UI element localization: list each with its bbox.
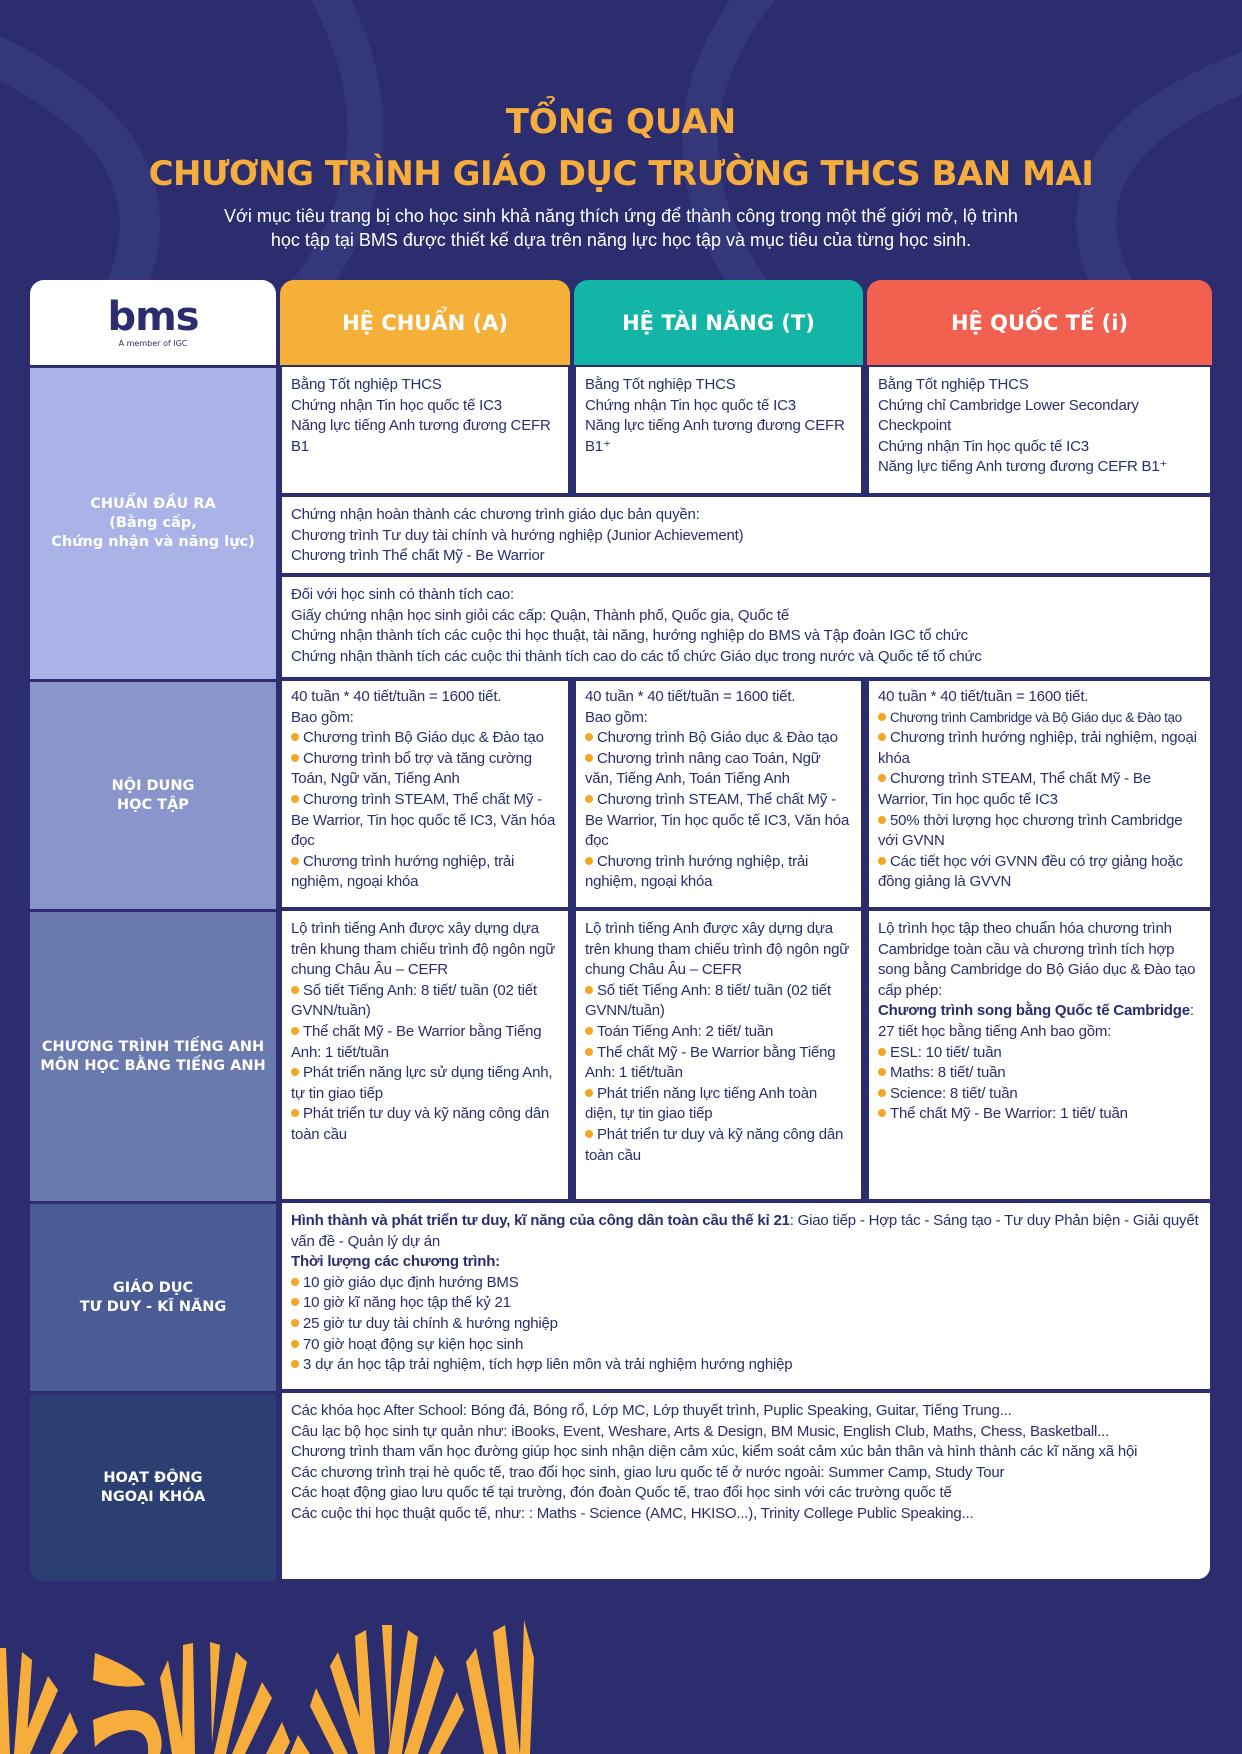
bullet-dot-icon: [878, 857, 886, 865]
bullet-dot-icon: [878, 1109, 886, 1117]
line-text: Chương trình Tư duy tài chính và hướng nghiệp (Junior Achievement): [291, 526, 744, 544]
bullet-item: [878, 1084, 1201, 1105]
line-text: Chương trình STEAM, Thể chất Mỹ - Be Warrior, Tin học quốc tế IC3: [878, 770, 1151, 808]
column-header-talent: HỆ TÀI NĂNG (T): [574, 280, 863, 365]
bold-text: Hình thành và phát triển tư duy, kĩ năng của công dân toàn cầu thế kỉ 21: [291, 1212, 790, 1229]
text-line: [878, 437, 1201, 458]
bullet-item: [291, 1293, 1201, 1314]
text-line: [291, 1463, 1201, 1484]
line-text: Năng lực tiếng Anh tương đương CEFR B1: [291, 417, 551, 455]
bullet-dot-icon: [878, 774, 886, 782]
line-text: Chứng nhận Tin học quốc tế IC3: [291, 396, 502, 414]
line-text: Thể chất Mỹ - Be Warrior bằng Tiếng Anh: 1 tiết/tuần: [291, 1022, 542, 1061]
bullet-dot-icon: [291, 754, 299, 762]
line-text: Science: 8 tiết/ tuần: [890, 1084, 1018, 1102]
page-subtitle: [140, 204, 1102, 252]
line-text: 10 giờ kĩ năng học tập thế kỷ 21: [303, 1294, 511, 1312]
bullet-item: [585, 790, 852, 852]
line-text: 70 giờ hoạt động sự kiện học sinh: [303, 1335, 524, 1353]
cell-outcomes-licensed-programs: [280, 495, 1212, 575]
bullet-item: [585, 1084, 852, 1125]
bullet-item: [585, 1125, 852, 1166]
line-text: Câu lạc bộ học sinh tự quản như: iBooks, Event, Weshare, Arts & Design, BM Music, English Club, Maths, Chess, Basketball...: [291, 1422, 1110, 1440]
logo-tagline: A member of IGC: [118, 339, 188, 348]
bullet-dot-icon: [291, 1360, 299, 1368]
line-text: Lộ trình học tập theo chuẩn hóa chương trình Cambridge toàn cầu và chương trình tích hợp song bằng Cambridge do Bộ Giáo dục & Đào tạo cấp phép:: [878, 920, 1196, 999]
line-text: Thể chất Mỹ - Be Warrior: 1 tiết/ tuần: [890, 1105, 1128, 1123]
line-text: Đối với học sinh có thành tích cao:: [291, 586, 514, 603]
bullet-dot-icon: [291, 1278, 299, 1286]
bullet-item: [585, 1022, 852, 1043]
bullet-item: [878, 811, 1201, 852]
bullet-dot-icon: [585, 1130, 593, 1138]
line-text: Chương trình hướng nghiệp, trải nghiệm, ngoại khóa: [585, 852, 809, 891]
bullet-item: [291, 728, 559, 749]
bullet-dot-icon: [878, 1089, 886, 1097]
text-line: [585, 687, 852, 708]
column-header-standard: HỆ CHUẨN (A): [280, 280, 570, 365]
bullet-item: [291, 790, 559, 852]
bullet-dot-icon: [585, 1027, 593, 1035]
line-text: Chứng chỉ Cambridge Lower Secondary Checkpoint: [878, 396, 1139, 435]
logo-wordmark: bms: [107, 294, 199, 340]
line-text: Chương trình hướng nghiệp, trải nghiệm, ngoại khóa: [291, 852, 515, 891]
line-text: 10 giờ giáo dục định hướng BMS: [303, 1273, 519, 1291]
bullet-dot-icon: [291, 733, 299, 741]
subtitle-line1: Với mục tiêu trang bị cho học sinh khả năng thích ứng để thành công trong một thế giới mở, lộ trình: [224, 206, 1018, 226]
text-line: [291, 606, 1201, 627]
line-text: Chứng nhận thành tích các cuộc thi học thuật, tài năng, hướng nghiệp do BMS và Tập đoàn IGC tổ chức: [291, 627, 968, 645]
line-text: Thể chất Mỹ - Be Warrior bằng Tiếng Anh: 1 tiết/tuần: [585, 1043, 836, 1082]
line-text: Chương trình Thể chất Mỹ - Be Warrior: [291, 547, 545, 565]
line-text: Chứng nhận Tin học quốc tế IC3: [585, 396, 796, 414]
bullet-item: [291, 1314, 1201, 1335]
row-label-thinking-skills: [30, 1201, 276, 1391]
line-text: Năng lực tiếng Anh tương đương CEFR B1⁺: [585, 417, 845, 455]
line-text: Giấy chứng nhận học sinh giỏi các cấp: Quận, Thành phố, Quốc gia, Quốc tế: [291, 606, 789, 624]
line-text: Chương trình Bộ Giáo dục & Đào tạo: [303, 729, 544, 747]
text-line: [878, 919, 1201, 1001]
text-line: [291, 919, 559, 981]
cell-content-standard: [280, 679, 570, 909]
text-line: [291, 396, 559, 417]
row-label-line: HỌC TẬP: [117, 796, 189, 813]
line-text: : Giao tiếp - Hợp tác - Sáng tạo - Tư duy Phản biện - Giải quyết vấn đề - Quản lý dự án: [291, 1212, 1199, 1250]
line-text: Các tiết học với GVNN đều có trợ giảng hoặc đồng giảng là GVVN: [878, 852, 1183, 891]
bullet-item: [878, 1104, 1201, 1125]
line-text: Lộ trình tiếng Anh được xây dựng dựa trên khung tham chiếu trình độ ngôn ngữ chung Châu Âu – CEFR: [585, 920, 850, 979]
line-text: Lộ trình tiếng Anh được xây dựng dựa trên khung tham chiếu trình độ ngôn ngữ chung Châu Âu – CEFR: [291, 920, 556, 979]
cell-english-international: [867, 909, 1212, 1201]
row-label-extracurricular: [30, 1391, 276, 1581]
bullet-item: [585, 749, 852, 790]
line-text: Các hoạt động giao lưu quốc tế tại trường, đón đoàn Quốc tế, trao đổi học sinh với các trường quốc tế: [291, 1484, 952, 1502]
line-text: Phát triển năng lực tiếng Anh toàn diện, tự tin giao tiếp: [585, 1084, 818, 1123]
bullet-item: [878, 728, 1201, 769]
line-text: Các chương trình trại hè quốc tế, trao đổi học sinh, giao lưu quốc tế ở nước ngoài: Summer Camp, Study Tour: [291, 1463, 1005, 1481]
row-label-text: [101, 1469, 206, 1507]
row-label-text: [80, 1279, 227, 1317]
row-label-line: Chứng nhận và năng lực): [51, 534, 255, 550]
line-text: Bao gồm:: [291, 708, 354, 726]
bold-text: Thời lượng các chương trình:: [291, 1253, 500, 1271]
cell-outcomes-talent: [574, 365, 863, 495]
row-label-line: NGOẠI KHÓA: [100, 1488, 206, 1505]
bullet-item: [878, 708, 1201, 729]
bullet-dot-icon: [585, 795, 593, 803]
line-text: Năng lực tiếng Anh tương đương CEFR B1⁺: [878, 458, 1168, 476]
line-text: Các cuộc thi học thuật quốc tế, như: : Maths - Science (AMC, HKISO...), Trinity College Public Speaking...: [291, 1504, 974, 1522]
line-text: Chứng nhận thành tích các cuộc thi thành tích cao do các tổ chức Giáo dục trong nước và Quốc tế tổ chức: [291, 647, 982, 665]
line-text: 40 tuần * 40 tiết/tuần = 1600 tiết.: [585, 688, 796, 705]
bullet-dot-icon: [585, 733, 593, 741]
bullet-dot-icon: [585, 754, 593, 762]
text-line: [291, 687, 559, 708]
row-label-english-program: [30, 909, 276, 1201]
text-line: [291, 1211, 1201, 1252]
bullet-dot-icon: [585, 857, 593, 865]
line-text: Phát triển tư duy và kỹ năng công dân toàn cầu: [585, 1125, 844, 1164]
cell-outcomes-international: [867, 365, 1212, 495]
text-line: [585, 396, 852, 417]
cell-outcomes-high-achievers: [280, 575, 1212, 679]
bullet-item: [291, 1104, 559, 1145]
cell-thinking-skills: [280, 1201, 1212, 1391]
bullet-item: [878, 1043, 1201, 1064]
text-line: [291, 647, 1201, 668]
line-text: Các khóa học After School: Bóng đá, Bóng rổ, Lớp MC, Lớp thuyết trình, Puplic Speaking, Guitar, Tiếng Trung...: [291, 1402, 1012, 1419]
bullet-item: [585, 1043, 852, 1084]
bullet-dot-icon: [878, 713, 886, 721]
line-text: Bằng Tốt nghiệp THCS: [291, 376, 442, 393]
cell-outcomes-standard: [280, 365, 570, 495]
row-label-line: HOẠT ĐỘNG: [103, 1469, 203, 1486]
bullet-dot-icon: [585, 1089, 593, 1097]
line-text: 25 giờ tư duy tài chính & hướng nghiệp: [303, 1314, 558, 1332]
bullet-item: [291, 1273, 1201, 1294]
line-text: Chương trình Cambridge và Bộ Giáo dục & Đào tạo: [890, 709, 1182, 725]
line-text: ESL: 10 tiết/ tuần: [890, 1043, 1002, 1061]
line-text: Chứng nhận hoàn thành các chương trình giáo dục bản quyền:: [291, 506, 700, 523]
bullet-dot-icon: [878, 1048, 886, 1056]
row-label-text: [51, 495, 255, 552]
bms-logo: [30, 280, 276, 365]
text-line: [878, 396, 1201, 437]
text-line: [291, 546, 1201, 567]
row-label-line: CHƯƠNG TRÌNH TIẾNG ANH: [41, 1038, 265, 1055]
bullet-dot-icon: [291, 857, 299, 865]
bullet-item: [878, 1063, 1201, 1084]
bottom-sunburst-decoration: [0, 1600, 1242, 1754]
text-line: [291, 1252, 1201, 1273]
bullet-item: [878, 852, 1201, 893]
line-text: Maths: 8 tiết/ tuần: [890, 1064, 1006, 1082]
line-text: Chứng nhận Tin học quốc tế IC3: [878, 437, 1089, 455]
line-text: Phát triển năng lực sử dụng tiếng Anh, tự tin giao tiếp: [291, 1064, 553, 1102]
bullet-dot-icon: [291, 1027, 299, 1035]
line-text: Chương trình hướng nghiệp, trải nghiệm, ngoại khóa: [878, 729, 1197, 767]
text-line: [291, 505, 1201, 526]
row-label-line: NỘI DUNG: [111, 777, 195, 794]
line-text: Số tiết Tiếng Anh: 8 tiết/ tuần (02 tiết GVNN/tuần): [291, 981, 537, 1020]
line-text: Chương trình Bộ Giáo dục & Đào tạo: [597, 729, 838, 747]
line-text: Chương trình nâng cao Toán, Ngữ văn, Tiếng Anh, Toán Tiếng Anh: [585, 749, 821, 788]
line-text: Bao gồm:: [585, 708, 648, 726]
column-header-international: HỆ QUỐC TẾ (i): [867, 280, 1212, 365]
bullet-item: [291, 1355, 1201, 1376]
line-text: Chương trình STEAM, Thể chất Mỹ - Be Warrior, Tin học quốc tế IC3, Văn hóa đọc: [585, 790, 850, 850]
text-line: [291, 708, 559, 729]
text-line: [291, 1422, 1201, 1443]
row-label-learning-content: [30, 679, 276, 909]
line-text: Số tiết Tiếng Anh: 8 tiết/ tuần (02 tiết GVNN/tuần): [585, 981, 831, 1020]
line-text: : 27 tiết học bằng tiếng Anh bao gồm:: [878, 1002, 1194, 1040]
bullet-item: [585, 981, 852, 1022]
bullet-dot-icon: [291, 795, 299, 803]
bullet-item: [291, 1022, 559, 1063]
bullet-dot-icon: [291, 1340, 299, 1348]
cell-english-talent: [574, 909, 863, 1201]
cell-content-international: [867, 679, 1212, 909]
bullet-dot-icon: [585, 1048, 593, 1056]
bold-text: Chương trình song bằng Quốc tế Cambridge: [878, 1002, 1190, 1020]
row-label-line: TƯ DUY - KĨ NĂNG: [79, 1298, 227, 1315]
bullet-item: [585, 852, 852, 893]
bullet-item: [291, 852, 559, 893]
row-label-text: [112, 777, 195, 815]
page-title-line1: TỔNG QUAN: [505, 102, 737, 142]
line-text: Bằng Tốt nghiệp THCS: [878, 376, 1029, 393]
line-text: Chương trình tham vấn học đường giúp học sinh nhận diện cảm xúc, kiểm soát cảm xúc bản thân và hình thành các kĩ năng xã hội: [291, 1443, 1138, 1461]
bullet-dot-icon: [291, 1068, 299, 1076]
line-text: Toán Tiếng Anh: 2 tiết/ tuần: [597, 1022, 774, 1040]
page-title-line2: CHƯƠNG TRÌNH GIÁO DỤC TRƯỜNG THCS BAN MAI: [148, 154, 1094, 194]
background-arcs: [0, 0, 1242, 300]
text-line: [291, 626, 1201, 647]
text-line: [585, 708, 852, 729]
subtitle-line2: học tập tại BMS được thiết kế dựa trên năng lực học tập và mục tiêu của từng học sinh.: [270, 230, 972, 250]
row-label-outcomes: [30, 365, 276, 679]
cell-extracurricular: [280, 1391, 1212, 1581]
text-line: [878, 457, 1201, 478]
line-text: 50% thời lượng học chương trình Cambridge với GVNN: [878, 811, 1183, 850]
line-text: Chương trình bổ trợ và tăng cường Toán, Ngữ văn, Tiếng Anh: [291, 749, 532, 788]
row-label-line: MÔN HỌC BẰNG TIẾNG ANH: [40, 1057, 266, 1074]
text-line: [878, 375, 1201, 396]
line-text: Bằng Tốt nghiệp THCS: [585, 376, 736, 393]
line-text: Chương trình STEAM, Thể chất Mỹ - Be Warrior, Tin học quốc tế IC3, Văn hóa đọc: [291, 790, 556, 850]
bullet-item: [291, 749, 559, 790]
text-line: [291, 585, 1201, 606]
cell-content-talent: [574, 679, 863, 909]
line-text: 40 tuần * 40 tiết/tuần = 1600 tiết.: [291, 688, 502, 705]
bullet-dot-icon: [291, 1319, 299, 1327]
line-text: 40 tuần * 40 tiết/tuần = 1600 tiết.: [878, 688, 1089, 705]
bullet-dot-icon: [291, 1298, 299, 1306]
bullet-item: [878, 769, 1201, 810]
text-line: [291, 416, 559, 457]
text-line: [291, 1483, 1201, 1504]
text-line: [291, 1504, 1201, 1525]
row-label-text: [40, 1038, 265, 1076]
text-line: [585, 919, 852, 981]
text-line: [878, 1001, 1201, 1042]
line-text: 3 dự án học tập trải nghiệm, tích hợp liên môn và trải nghiệm hướng nghiệp: [303, 1356, 793, 1374]
bullet-dot-icon: [291, 986, 299, 994]
text-line: [585, 375, 852, 396]
cell-english-standard: [280, 909, 570, 1201]
text-line: [291, 526, 1201, 547]
bullet-dot-icon: [878, 816, 886, 824]
text-line: [878, 687, 1201, 708]
bullet-item: [291, 1335, 1201, 1356]
text-line: [291, 375, 559, 396]
bullet-dot-icon: [585, 986, 593, 994]
text-line: [291, 1401, 1201, 1422]
bullet-dot-icon: [291, 1109, 299, 1117]
row-label-line: GIÁO DỤC: [112, 1279, 194, 1296]
program-comparison-table: [30, 280, 1212, 1581]
bullet-dot-icon: [878, 1068, 886, 1076]
row-label-line: (Bằng cấp,: [109, 515, 197, 531]
line-text: Phát triển tư duy và kỹ năng công dân toàn cầu: [291, 1105, 550, 1143]
text-line: [291, 1442, 1201, 1463]
bullet-item: [585, 728, 852, 749]
bullet-item: [291, 981, 559, 1022]
text-line: [585, 416, 852, 457]
bullet-dot-icon: [878, 733, 886, 741]
row-label-line: CHUẨN ĐẦU RA: [90, 496, 216, 512]
bullet-item: [291, 1063, 559, 1104]
